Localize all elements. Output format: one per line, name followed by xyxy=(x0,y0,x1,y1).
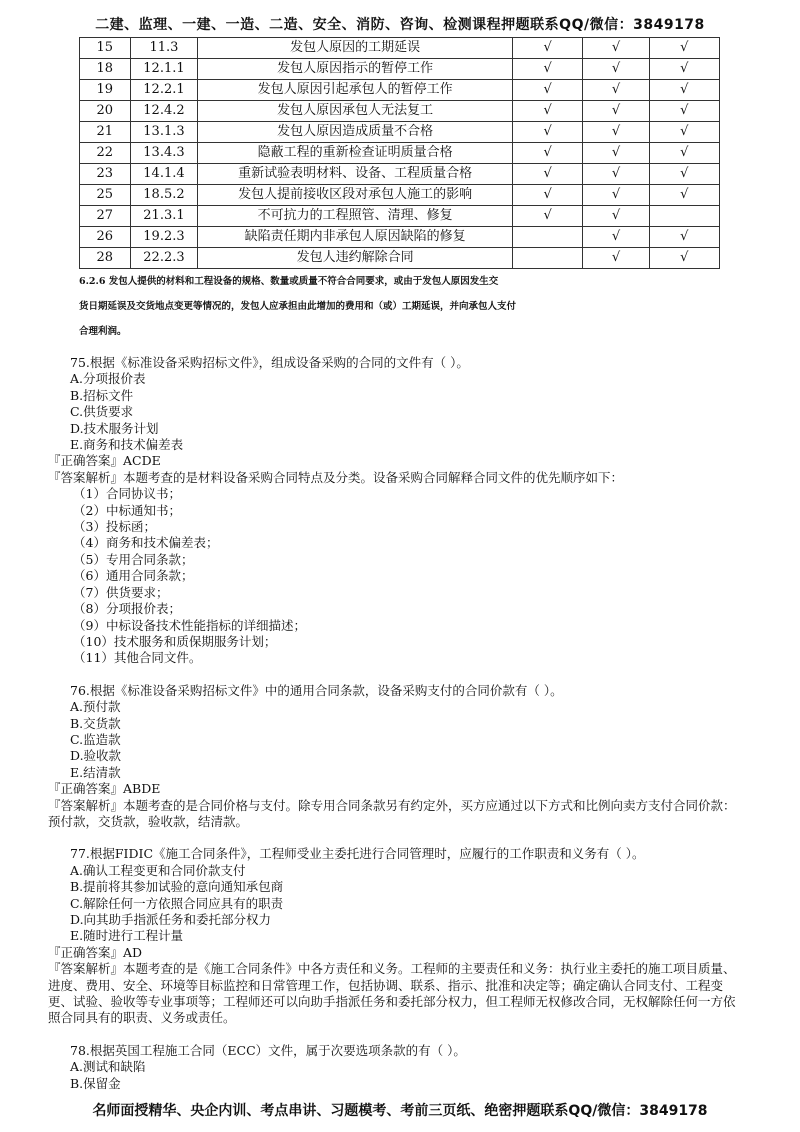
row-check-a: √ xyxy=(513,122,583,143)
row-number: 21 xyxy=(80,122,131,143)
q77-answer: 『正确答案』AD xyxy=(48,944,143,960)
q75-list-item: （4）商务和技术偏差表； xyxy=(73,535,219,551)
row-number: 25 xyxy=(80,185,131,206)
row-check-a: √ xyxy=(513,59,583,80)
q75-option-a: A.分项报价表 xyxy=(70,371,146,387)
q77-option-e: E.随时进行工程计量 xyxy=(70,928,184,944)
row-check-b: √ xyxy=(583,143,649,164)
row-check-c: √ xyxy=(649,38,719,59)
q75-list-item: （9）中标设备技术性能指标的详细描述； xyxy=(73,617,306,633)
q77-option-c: C.解除任何一方依照合同应具有的职责 xyxy=(70,895,284,911)
row-check-a: √ xyxy=(513,206,583,227)
row-clause: 13.1.3 xyxy=(130,122,198,143)
row-check-c: √ xyxy=(649,185,719,206)
row-check-b: √ xyxy=(583,185,649,206)
q78-option-a: A.测试和缺陷 xyxy=(70,1059,146,1075)
row-check-c: √ xyxy=(649,101,719,122)
row-check-b: √ xyxy=(583,59,649,80)
row-clause: 21.3.1 xyxy=(130,206,198,227)
row-event: 隐蔽工程的重新检查证明质量合格 xyxy=(198,143,513,164)
row-clause: 19.2.3 xyxy=(130,227,198,248)
row-clause: 12.2.1 xyxy=(130,80,198,101)
q75-answer: 『正确答案』ACDE xyxy=(48,453,161,469)
row-clause: 12.4.2 xyxy=(130,101,198,122)
q76-option-b: B.交货款 xyxy=(70,715,121,731)
q75-analysis: 『答案解析』本题考查的是材料设备采购合同特点及分类。设备采购合同解释合同文件的优先顺序如下： xyxy=(48,469,624,485)
table-row xyxy=(80,185,720,206)
q75-list-item: （1）合同协议书； xyxy=(73,486,181,502)
row-number: 15 xyxy=(80,38,131,59)
row-event: 不可抗力的工程照管、清理、修复 xyxy=(198,206,513,227)
row-check-c: √ xyxy=(649,143,719,164)
q78-option-b: B.保留金 xyxy=(70,1075,121,1091)
q75-list-item: （10）技术服务和质保期服务计划； xyxy=(73,633,277,649)
row-check-b: √ xyxy=(583,122,649,143)
clause-note-line-3: 合理利润。 xyxy=(79,326,127,337)
row-clause: 12.1.1 xyxy=(130,59,198,80)
row-clause: 14.1.4 xyxy=(130,164,198,185)
row-clause: 22.2.3 xyxy=(130,248,198,269)
row-event: 发包人违约解除合同 xyxy=(198,248,513,269)
q75-list-item: （6）通用合同条款； xyxy=(73,568,194,584)
q76-stem: 76.根据《标准设备采购招标文件》中的通用合同条款，设备采购支付的合同价款有（ ）。 xyxy=(70,682,563,698)
q75-list-item: （7）供货要求； xyxy=(73,584,169,600)
q77-stem: 77.根据FIDIC《施工合同条件》，工程师受业主委托进行合同管理时，应履行的工作职责和义务有（ ）。 xyxy=(70,846,645,862)
table-row xyxy=(80,206,720,227)
table-row xyxy=(80,143,720,164)
row-check-a xyxy=(513,248,583,269)
clause-note-line-1: 6.2.6 发包人提供的材料和工程设备的规格、数量或质量不符合合同要求，或由于发包人原因发生交 xyxy=(79,276,499,287)
row-check-a: √ xyxy=(513,185,583,206)
questions-body xyxy=(48,355,768,1092)
row-check-b: √ xyxy=(583,227,649,248)
claim-table xyxy=(79,37,720,269)
row-check-b: √ xyxy=(583,80,649,101)
table-row xyxy=(80,101,720,122)
page-header: 二建、监理、一建、一造、二造、安全、消防、咨询、检测课程押题联系QQ/微信：3849178 xyxy=(95,17,705,33)
row-clause: 13.4.3 xyxy=(130,143,198,164)
q78-stem: 78.根据英国工程施工合同（ECC）文件，属于次要选项条款的有（ ）。 xyxy=(70,1042,466,1058)
row-event: 发包人原因造成质量不合格 xyxy=(198,122,513,143)
row-number: 28 xyxy=(80,248,131,269)
row-event: 重新试验表明材料、设备、工程质量合格 xyxy=(198,164,513,185)
row-number: 18 xyxy=(80,59,131,80)
row-check-c: √ xyxy=(649,248,719,269)
q77-option-d: D.向其助手指派任务和委托部分权力 xyxy=(70,912,272,927)
q76-option-c: C.监造款 xyxy=(70,731,121,747)
row-clause: 18.5.2 xyxy=(130,185,198,206)
row-check-a: √ xyxy=(513,164,583,185)
q77-option-b: B.提前将其参加试验的意向通知承包商 xyxy=(70,879,284,895)
q76-analysis-line: 『答案解析』本题考查的是合同价格与支付。除专用合同条款另有约定外，买方应通过以下方式和比例向卖方支付合同价款： xyxy=(48,797,736,813)
q75-stem: 75.根据《标准设备采购招标文件》，组成设备采购的合同的文件有（ ）。 xyxy=(70,355,469,370)
row-check-a: √ xyxy=(513,80,583,101)
q77-analysis-line: 更、试验、验收等专业事项等；工程师还可以向助手指派任务和委托部分权力，但工程师无权修改合同，无权解除任何一方依 xyxy=(48,994,736,1010)
q75-list-item: （8）分项报价表； xyxy=(73,601,181,617)
row-check-c: √ xyxy=(649,122,719,143)
table-row xyxy=(80,38,720,59)
q75-option-e: E.商务和技术偏差表 xyxy=(70,437,184,453)
q76-option-d: D.验收款 xyxy=(70,748,122,764)
row-check-b: √ xyxy=(583,38,649,59)
q76-analysis-line: 预付款，交货款，验收款，结清款。 xyxy=(48,813,249,829)
row-number: 20 xyxy=(80,101,131,122)
row-event: 发包人原因指示的暂停工作 xyxy=(198,59,513,80)
row-check-a: √ xyxy=(513,38,583,59)
q76-answer: 『正确答案』ABDE xyxy=(48,781,161,797)
q75-option-b: B.招标文件 xyxy=(70,387,134,403)
row-check-c: √ xyxy=(649,59,719,80)
q75-list-item: （3）投标函； xyxy=(73,519,156,535)
row-check-c: √ xyxy=(649,164,719,185)
row-number: 19 xyxy=(80,80,131,101)
row-check-c xyxy=(649,206,719,227)
row-event: 缺陷责任期内非承包人原因缺陷的修复 xyxy=(198,227,513,248)
row-check-b: √ xyxy=(583,164,649,185)
row-check-a: √ xyxy=(513,143,583,164)
row-number: 27 xyxy=(80,206,131,227)
row-event: 发包人原因承包人无法复工 xyxy=(198,101,513,122)
q75-list-item: （11）其他合同文件。 xyxy=(73,650,202,666)
table-row xyxy=(80,227,720,248)
row-clause: 11.3 xyxy=(130,38,198,59)
row-number: 23 xyxy=(80,164,131,185)
row-number: 26 xyxy=(80,227,131,248)
table-row xyxy=(80,248,720,269)
q76-option-e: E.结清款 xyxy=(70,764,121,780)
row-number: 22 xyxy=(80,143,131,164)
row-check-c: √ xyxy=(649,227,719,248)
q75-option-c: C.供货要求 xyxy=(70,404,134,420)
row-check-b: √ xyxy=(583,101,649,122)
clause-note-line-2: 货日期延误及交货地点变更等情况的，发包人应承担由此增加的费用和（或）工期延误，并向承包人支付 xyxy=(79,301,517,312)
q77-option-a: A.确认工程变更和合同价款支付 xyxy=(70,862,246,878)
row-check-a xyxy=(513,227,583,248)
row-event: 发包人提前接收区段对承包人施工的影响 xyxy=(198,185,513,206)
table-row xyxy=(80,164,720,185)
q77-analysis-line: 照合同具有的职责、义务或责任。 xyxy=(48,1010,236,1026)
row-check-b: √ xyxy=(583,206,649,227)
row-event: 发包人原因的工期延误 xyxy=(198,38,513,59)
row-check-c: √ xyxy=(649,80,719,101)
row-check-b: √ xyxy=(583,248,649,269)
q77-analysis-line: 『答案解析』本题考查的是《施工合同条件》中各方责任和义务。工程师的主要责任和义务：执行业主委托的施工项目质量、 xyxy=(48,961,736,977)
page-footer: 名师面授精华、央企内训、考点串讲、习题模考、考前三页纸、绝密押题联系QQ/微信：3849178 xyxy=(92,1103,708,1119)
q76-option-a: A.预付款 xyxy=(70,699,121,715)
table-row xyxy=(80,59,720,80)
q75-list-item: （2）中标通知书； xyxy=(73,502,181,518)
row-event: 发包人原因引起承包人的暂停工作 xyxy=(198,80,513,101)
row-check-a: √ xyxy=(513,101,583,122)
table-row xyxy=(80,80,720,101)
q75-list-item: （5）专用合同条款； xyxy=(73,551,194,567)
table-row xyxy=(80,122,720,143)
q77-analysis-line: 进度、费用、安全、环境等目标监控和日常管理工作，包括协调、联系、指示、批准和决定等；确定确认合同支付、工程变 xyxy=(48,977,724,993)
q75-option-d: D.技术服务计划 xyxy=(70,420,159,436)
